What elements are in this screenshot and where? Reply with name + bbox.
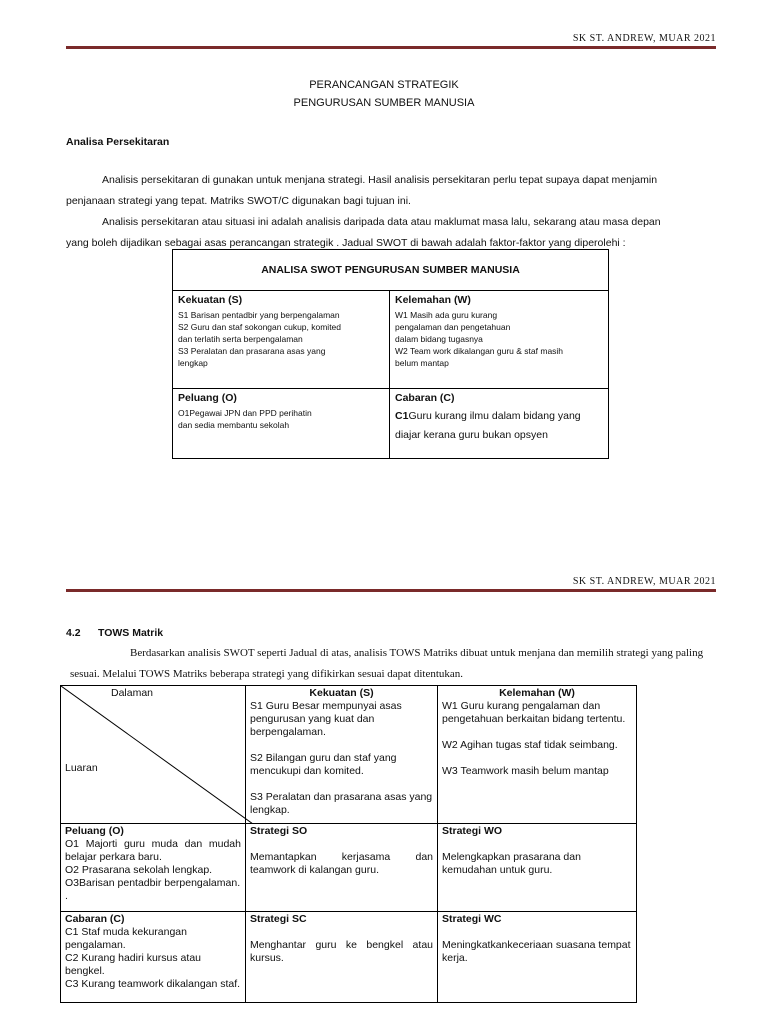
swot-c-line2: diajar kerana guru bukan opsyen: [395, 429, 548, 441]
tows-c3: C3 Kurang teamwork dikalangan staf.: [65, 978, 241, 990]
tows-o1: O1 Majorti guru muda dan mudah belajar perkara baru.: [65, 838, 241, 863]
swot-c-text1: Guru kurang ilmu dalam bidang yang: [408, 410, 581, 422]
swot-weaknesses-cell: [390, 291, 609, 389]
tows-s1: S1 Guru Besar mempunyai asas pengurusan yang kuat dan berpengalaman.: [250, 700, 402, 738]
tows-wc-text: Meningkatkankeceriaan suasana tempat kerja.: [442, 939, 631, 964]
tows-wc-cell: [438, 912, 637, 1003]
swot-w-item: pengalaman dan pengetahuan: [395, 322, 511, 332]
tows-strengths-head: Kekuatan (S): [309, 687, 374, 699]
tows-wo-text: Melengkapkan prasarana dan kemudahan untuk guru.: [442, 851, 581, 876]
swot-table: [172, 249, 609, 459]
swot-s-item: dan terlatih serta berpengalaman: [178, 334, 303, 344]
swot-s-item: lengkap: [178, 358, 208, 368]
tows-table: [60, 685, 637, 1003]
swot-s-item: S3 Peralatan dan prasarana asas yang: [178, 346, 326, 356]
section-number: 4.2: [66, 627, 81, 639]
page-title-line1: PERANCANGAN STRATEGIK: [309, 79, 459, 91]
tows-s2: S2 Bilangan guru dan staf yang mencukupi dan komited.: [250, 752, 397, 777]
tows-para-line2: sesuai. Melalui TOWS Matriks beberapa strategi yang difikirkan sesuai dapat ditentukan.: [70, 668, 464, 680]
tows-opportunities-head: Peluang (O): [65, 825, 124, 837]
para1-line1: Analisis persekitaran di gunakan untuk menjana strategi. Hasil analisis persekitaran perlu tepat supaya dapat menjamin: [102, 174, 658, 186]
tows-so-cell: [246, 824, 438, 912]
header-rule: [66, 46, 716, 49]
swot-challenges-cell: [390, 389, 609, 459]
swot-w-item: belum mantap: [395, 358, 449, 368]
tows-so-text: Memantapkan kerjasama dan teamwork di kalangan guru.: [250, 851, 433, 876]
tows-o2: O2 Prasarana sekolah lengkap.: [65, 864, 213, 876]
swot-title: ANALISA SWOT PENGURUSAN SUMBER MANUSIA: [173, 250, 609, 291]
swot-c-line1: [395, 407, 603, 426]
swot-s-item: S1 Barisan pentadbir yang berpengalaman: [178, 310, 340, 320]
tows-w1: W1 Guru kurang pengalaman dan pengetahuan berkaitan bidang tertentu.: [442, 700, 626, 725]
tows-wc-head: Strategi WC: [442, 913, 502, 925]
tows-sc-text: Menghantar guru ke bengkel atau kursus.: [250, 939, 433, 964]
header-school-name: SK ST. ANDREW, MUAR 2021: [572, 33, 716, 44]
diagonal-line: [61, 686, 253, 824]
swot-strengths-cell: [173, 291, 390, 389]
swot-c-code: C1: [395, 410, 409, 422]
swot-w-item: dalam bidang tugasnya: [395, 334, 483, 344]
tows-wo-head: Strategi WO: [442, 825, 503, 837]
tows-w2: W2 Agihan tugas staf tidak seimbang.: [442, 739, 618, 751]
swot-s-item: S2 Guru dan staf sokongan cukup, komited: [178, 322, 342, 332]
tows-s3: S3 Peralatan dan prasarana asas yang lengkap.: [250, 791, 433, 816]
swot-opportunities-label: Peluang (O): [178, 392, 237, 404]
section-heading: Analisa Persekitaran: [66, 136, 170, 148]
tows-sc-head: Strategi SC: [250, 913, 307, 925]
tows-challenges-head: Cabaran (C): [65, 913, 125, 925]
tows-w3: W3 Teamwork masih belum mantap: [442, 765, 609, 777]
swot-opportunities-cell: [173, 389, 390, 459]
swot-w-item: W1 Masih ada guru kurang: [395, 310, 498, 320]
tows-challenges-cell: [61, 912, 246, 1003]
para2-line2: yang boleh dijadikan sebagai asas perancangan strategik . Jadual SWOT di bawah adalah faktor-faktor yang diperolehi :: [66, 237, 626, 249]
paragraph-1: [66, 170, 726, 254]
tows-luaran-label: Luaran: [65, 762, 98, 774]
tows-paragraph: [70, 643, 720, 685]
tows-sc-cell: [246, 912, 438, 1003]
section-title-tows: TOWS Matrik: [98, 627, 164, 639]
swot-o-item: O1Pegawai JPN dan PPD perihatin: [178, 408, 312, 418]
tows-opportunities-cell: [61, 824, 246, 912]
tows-dalaman-label: Dalaman: [111, 687, 154, 699]
tows-o3: O3Barisan pentadbir berpengalaman.: [65, 877, 241, 889]
swot-challenges-label: Cabaran (C): [395, 392, 455, 404]
para1-line2: penjanaan strategi yang tepat. Matriks SWOT/C digunakan bagi tujuan ini.: [66, 195, 411, 207]
tows-weaknesses-cell: [438, 686, 637, 824]
swot-strengths-label: Kekuatan (S): [178, 294, 243, 306]
tows-strengths-cell: [246, 686, 438, 824]
tows-c1: C1 Staf muda kekurangan pengalaman.: [65, 926, 187, 951]
tows-corner-cell: [61, 686, 246, 824]
swot-weaknesses-label: Kelemahan (W): [395, 294, 471, 306]
header-rule-2: [66, 589, 716, 592]
header-school-name-2: SK ST. ANDREW, MUAR 2021: [572, 576, 716, 587]
tows-o-dot: .: [65, 890, 68, 902]
tows-para-line1: Berdasarkan analisis SWOT seperti Jadual di atas, analisis TOWS Matriks dibuat untuk menjana dan memilih strategi yang paling: [130, 647, 704, 659]
page-title-line2: PENGURUSAN SUMBER MANUSIA: [293, 97, 475, 109]
swot-w-item: W2 Team work dikalangan guru & staf masih: [395, 346, 564, 356]
tows-so-head: Strategi SO: [250, 825, 308, 837]
tows-c2: C2 Kurang hadiri kursus atau bengkel.: [65, 952, 201, 977]
tows-wo-cell: [438, 824, 637, 912]
swot-o-item: dan sedia membantu sekolah: [178, 420, 290, 430]
tows-weaknesses-head: Kelemahan (W): [499, 687, 575, 699]
para2-line1: Analisis persekitaran atau situasi ini adalah analisis daripada data atau maklumat masa lalu, sekarang atau masa depan: [102, 216, 661, 228]
